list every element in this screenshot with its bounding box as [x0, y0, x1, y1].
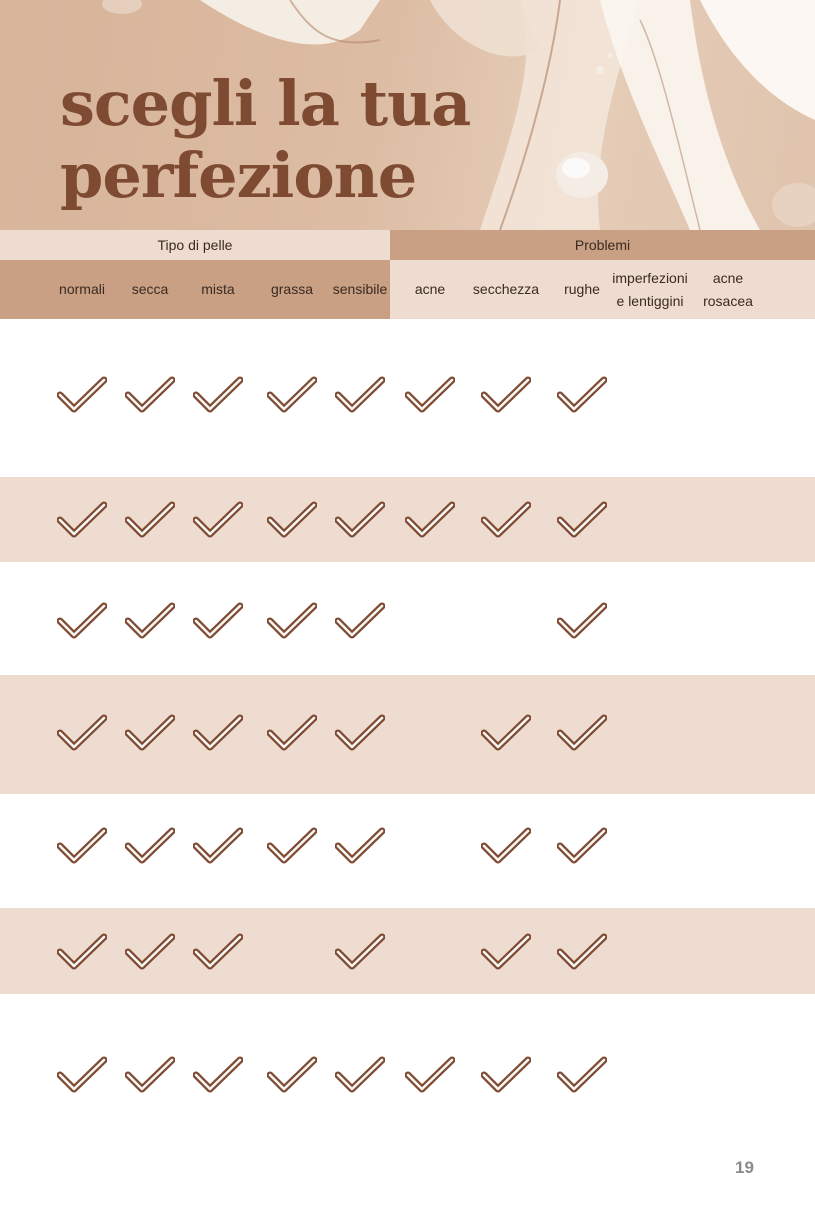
column-header-grassa: grassa: [270, 281, 314, 297]
check-icon: [335, 501, 385, 539]
check-icon: [267, 501, 317, 539]
check-icon: [267, 1056, 317, 1094]
check-icon: [335, 827, 385, 865]
check-icon: [125, 933, 175, 971]
column-header-acne: acne: [414, 281, 446, 297]
check-icon: [557, 376, 607, 414]
title-line-2: perfezione: [60, 139, 417, 212]
title-line-1: scegli la tua: [60, 67, 471, 140]
check-icon: [193, 376, 243, 414]
check-icon: [193, 933, 243, 971]
check-icon: [335, 933, 385, 971]
check-icon: [557, 501, 607, 539]
check-icon: [193, 1056, 243, 1094]
check-icon: [481, 714, 531, 752]
check-icon: [267, 602, 317, 640]
check-icon: [405, 376, 455, 414]
check-icon: [557, 933, 607, 971]
table-row: [0, 794, 815, 908]
check-icon: [335, 1056, 385, 1094]
column-header-mista: mista: [201, 281, 235, 297]
check-icon: [57, 827, 107, 865]
column-header-normali: normali: [59, 281, 105, 297]
check-icon: [267, 714, 317, 752]
check-icon: [405, 1056, 455, 1094]
check-icon: [193, 501, 243, 539]
check-icon: [57, 933, 107, 971]
column-header-secca: secca: [131, 281, 169, 297]
check-icon: [557, 714, 607, 752]
check-icon: [267, 827, 317, 865]
column-header-sensibile: sensibile: [332, 281, 388, 297]
check-icon: [481, 376, 531, 414]
check-icon: [335, 714, 385, 752]
group-header-problems: Problemi: [390, 230, 815, 260]
check-icon: [57, 501, 107, 539]
check-icon: [57, 714, 107, 752]
check-icon: [481, 501, 531, 539]
check-icon: [193, 602, 243, 640]
check-icon: [557, 602, 607, 640]
check-icon: [125, 1056, 175, 1094]
column-header-secchezza: secchezza: [472, 281, 540, 297]
check-icon: [557, 827, 607, 865]
check-icon: [481, 933, 531, 971]
check-icon: [125, 714, 175, 752]
check-icon: [193, 827, 243, 865]
table-row: [0, 908, 815, 994]
check-icon: [57, 1056, 107, 1094]
column-header-imperfezioni: imperfezioni e lentiggini: [612, 269, 688, 309]
check-icon: [193, 714, 243, 752]
check-icon: [57, 376, 107, 414]
column-header-rughe: rughe: [564, 281, 600, 297]
check-icon: [125, 827, 175, 865]
group-header-skin-type: Tipo di pelle: [0, 230, 390, 260]
page-title: [60, 68, 470, 212]
check-icon: [557, 1056, 607, 1094]
check-icon: [57, 602, 107, 640]
table-row: [0, 675, 815, 794]
check-icon: [125, 376, 175, 414]
check-icon: [481, 827, 531, 865]
page-number: 19: [735, 1158, 754, 1177]
check-icon: [481, 1056, 531, 1094]
hero-banner: [0, 0, 815, 230]
check-icon: [335, 602, 385, 640]
column-header-rosacea: acne rosacea: [703, 269, 753, 309]
check-icon: [125, 602, 175, 640]
check-icon: [405, 501, 455, 539]
table-row: [0, 562, 815, 675]
check-icon: [335, 376, 385, 414]
check-icon: [125, 501, 175, 539]
check-icon: [267, 376, 317, 414]
